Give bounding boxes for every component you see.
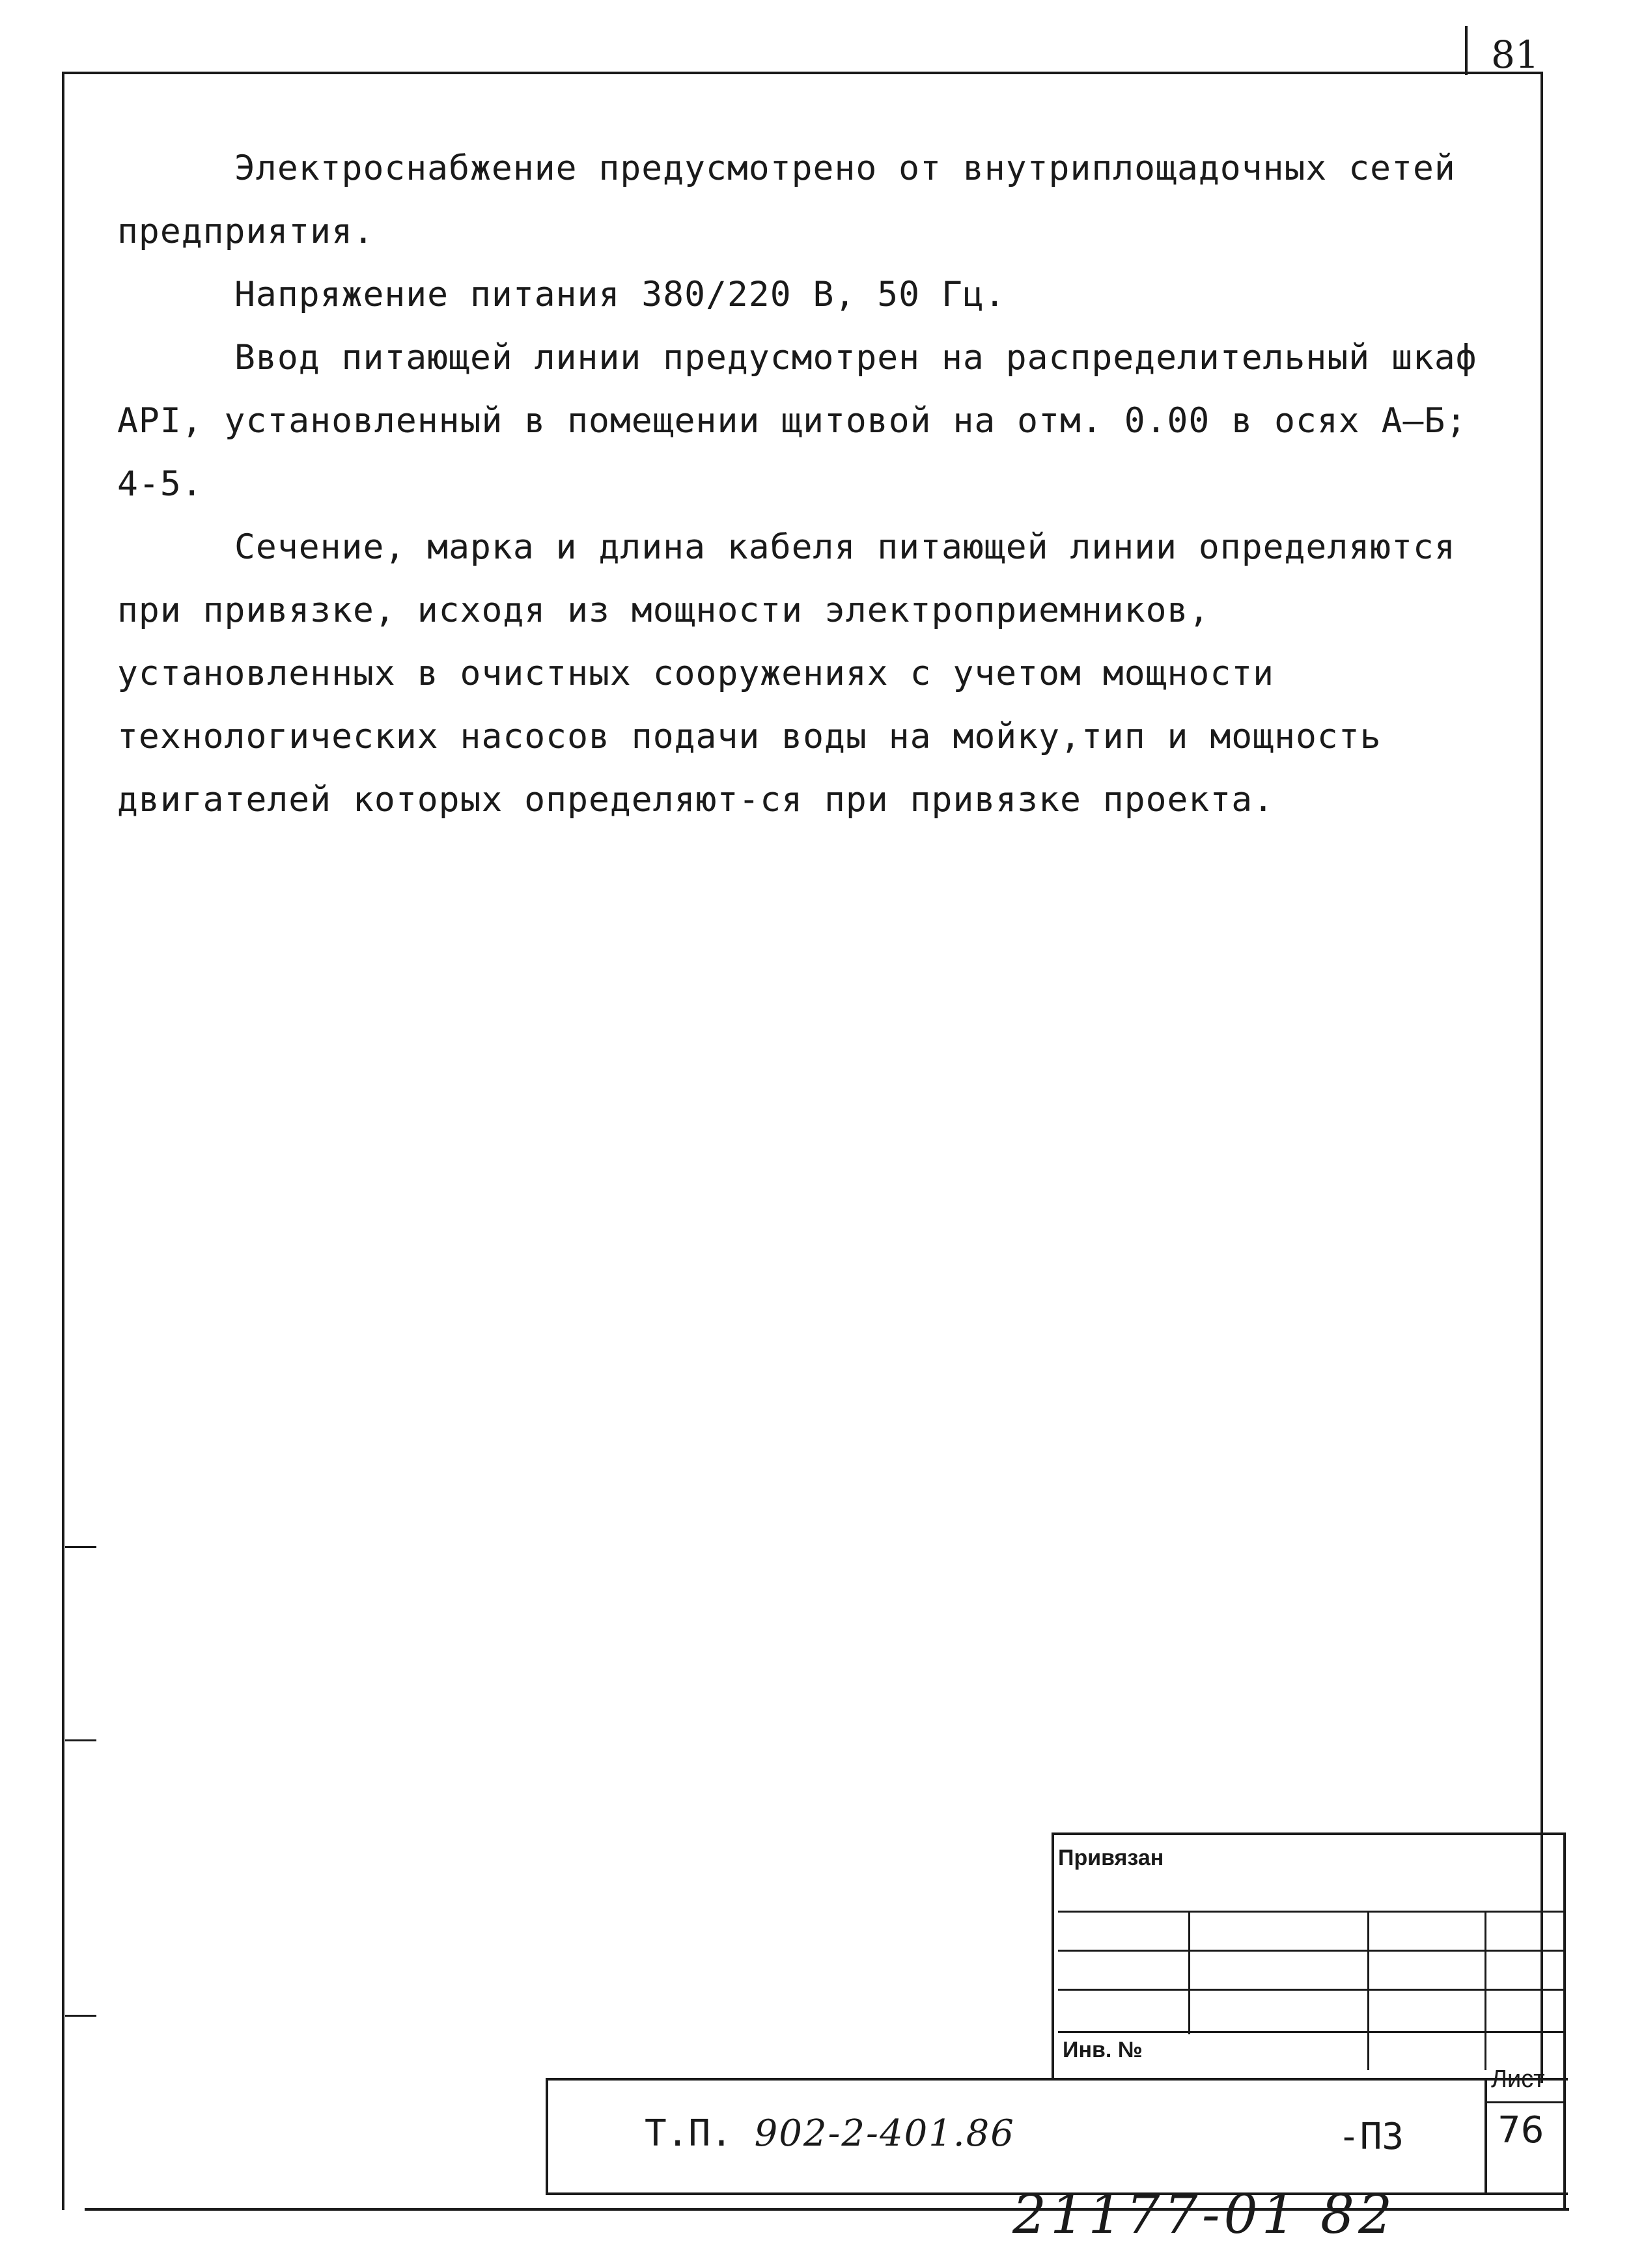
stamp-upper-top xyxy=(1052,1832,1566,1835)
paragraph-power-supply: Электроснабжение предусмотрено от внутриплощадочных сетей предприятия. xyxy=(117,148,1456,251)
stamp-inventory-label: Инв. № xyxy=(1063,2038,1143,2062)
handwritten-archive-number: 21177-01 82 xyxy=(1012,2184,1397,2246)
frame-right-border xyxy=(1540,72,1543,2083)
stamp-upper-left xyxy=(1052,1832,1054,2080)
paragraph-voltage: Напряжение питания 380/220 В, 50 Гц. xyxy=(234,275,1006,314)
stamp-sheet-divider xyxy=(1485,2078,1487,2195)
margin-tick xyxy=(65,1546,96,1548)
page-number: 81 xyxy=(1491,33,1539,77)
frame-top-border xyxy=(62,72,1543,74)
sheet-label: Лист xyxy=(1491,2066,1545,2093)
stamp-col-line xyxy=(1485,1911,1486,2070)
stamp-row-line xyxy=(1058,1989,1566,1991)
stamp-row-line xyxy=(1058,2031,1566,2033)
stamp-main-top xyxy=(546,2078,1568,2081)
stamp-sheet-label-line xyxy=(1485,2101,1566,2103)
sheet-number: 76 xyxy=(1498,2109,1544,2151)
stamp-upper-right xyxy=(1563,1832,1566,2210)
stamp-row-line xyxy=(1058,1950,1566,1952)
page-number-divider xyxy=(1465,26,1468,75)
document-code xyxy=(645,2112,1015,2155)
stamp-main-left xyxy=(546,2078,548,2195)
paragraph-cable-section: Сечение, марка и длина кабеля питающей линии определяются при привязке, исходя из мощности электроприемников, установленных в очистных сооружениях с учетом мощности технологических насосов подачи воды на мойку,тип и мощность двигателей которых определяют-ся при привязке проекта. xyxy=(117,527,1456,820)
stamp-col-line xyxy=(1188,1911,1190,2034)
stamp-col-line xyxy=(1367,1911,1369,2070)
stamp-row-line xyxy=(1058,1911,1566,1913)
document-body xyxy=(117,137,1504,831)
margin-tick xyxy=(65,1739,96,1741)
paragraph-input-line: Ввод питающей линии предусмотрен на распределительный шкаф АРI, установленный в помещении щитовой на отм. 0.00 в осях А–Б; 4-5. xyxy=(117,338,1477,504)
document-code-prefix: Т.П. xyxy=(645,2112,732,2155)
frame-left-border xyxy=(62,72,64,2210)
stamp-bound-label: Привязан xyxy=(1058,1846,1164,1870)
document-code-suffix: -ПЗ xyxy=(1338,2116,1404,2158)
margin-tick xyxy=(65,2015,96,2017)
document-code-number: 902-2-401.86 xyxy=(754,2112,1015,2155)
